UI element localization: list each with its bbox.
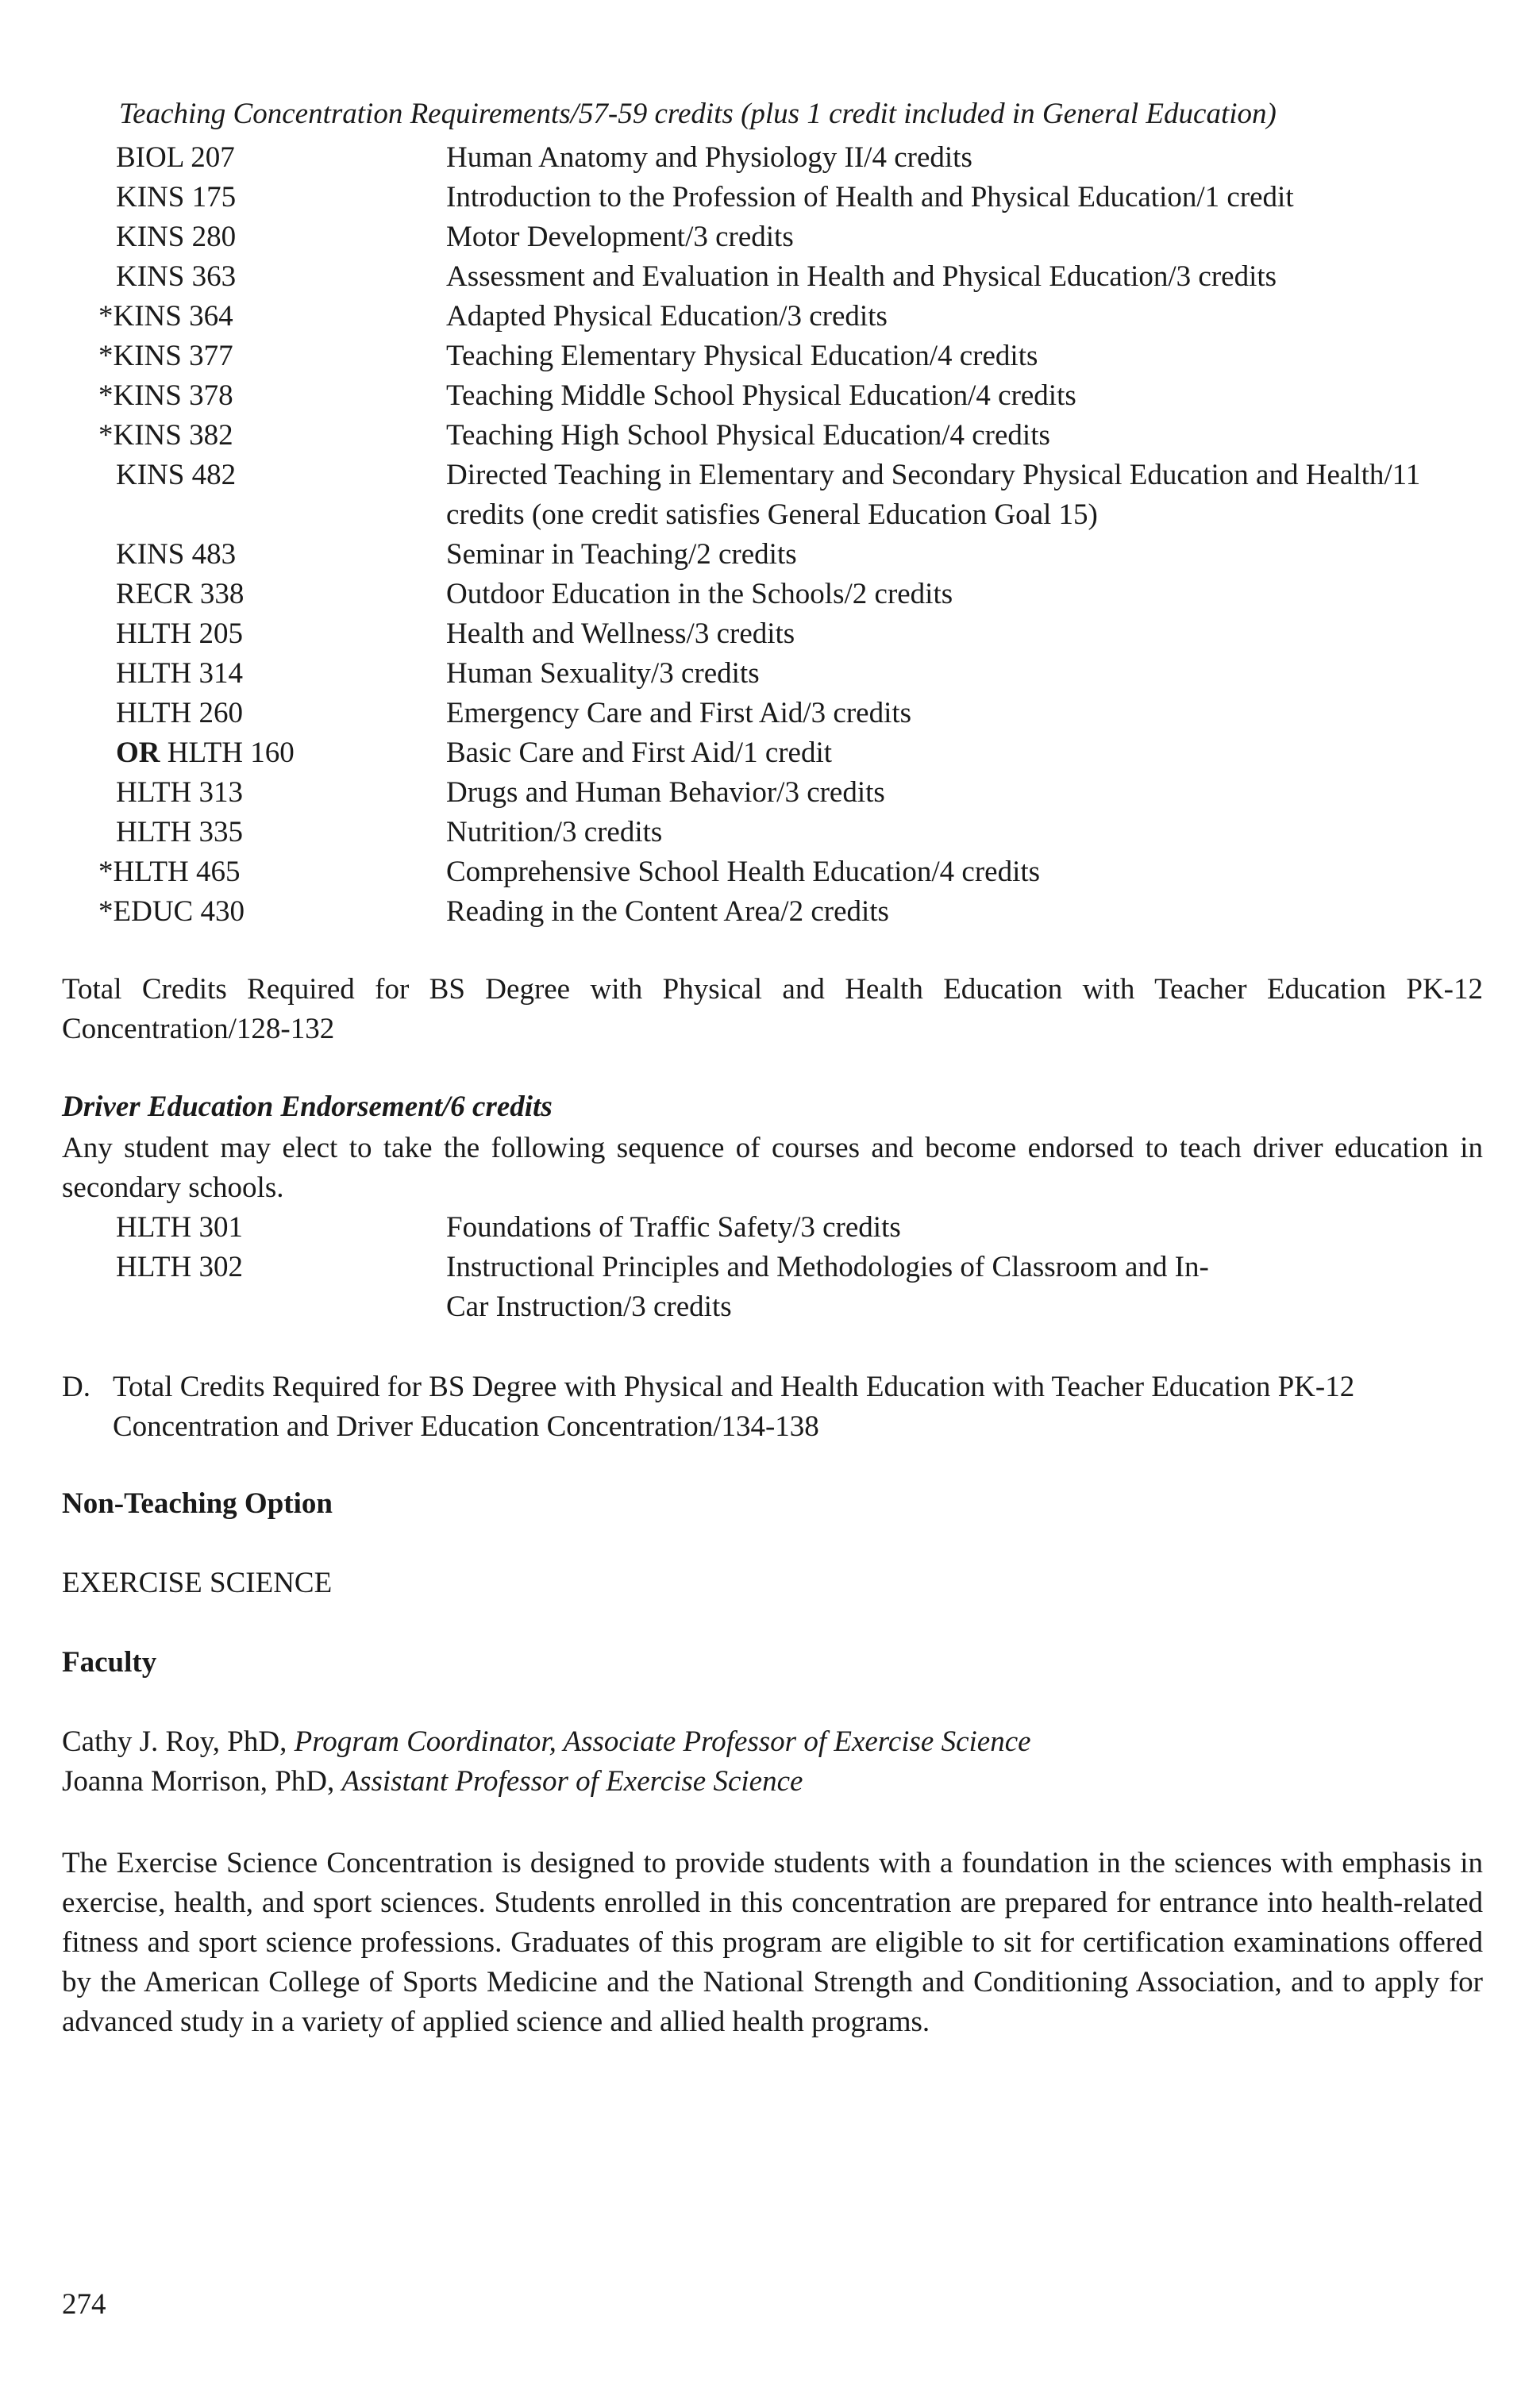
course-row [0,297,1525,337]
driver-education-intro: Any student may elect to take the following sequence of courses and become endorsed to teach driver education in secondary schools. [62,1132,1483,1204]
driver-total-text: Total Credits Required for BS Degree with Physical and Health Education with Teacher Education PK-12 Concentration and Driver Education Concentration/134-138 [113,1371,1355,1443]
course-row [0,575,1525,614]
course-description: Teaching Middle School Physical Education/4 credits [446,379,1076,412]
course-description: Seminar in Teaching/2 credits [446,538,797,571]
course-description: Emergency Care and First Aid/3 credits [446,697,912,729]
course-code: HLTH 301 [116,1211,243,1244]
course-description: Teaching High School Physical Education/4 credits [446,419,1050,452]
course-row [0,1208,1525,1248]
course-row [0,733,1525,773]
teaching-total-credits: Total Credits Required for BS Degree with Physical and Health Education with Teacher Education PK-12 Concentration/128-132 [62,973,1483,1045]
course-row [0,416,1525,456]
course-code: HLTH 205 [116,617,243,650]
course-description: Assessment and Evaluation in Health and Physical Education/3 credits [446,260,1277,293]
course-description: Motor Development/3 credits [446,221,794,253]
course-row [0,337,1525,376]
course-code: BIOL 207 [116,141,235,174]
course-description: Human Sexuality/3 credits [446,657,760,690]
course-description: Outdoor Education in the Schools/2 credits [446,578,953,610]
course-code: KINS 175 [116,181,237,213]
list-marker: D. [62,1371,90,1403]
course-code: HLTH 302 [116,1251,243,1283]
course-code: *KINS 378 [98,379,233,412]
course-description: Instructional Principles and Methodologies of Classroom and In-Car Instruction/3 credits [446,1251,1209,1323]
course-code: *KINS 364 [98,300,233,333]
course-description: Teaching Elementary Physical Education/4 credits [446,340,1038,372]
faculty-name: Joanna Morrison, PhD, [62,1765,335,1798]
course-description: Basic Care and First Aid/1 credit [446,737,833,769]
course-code: HLTH 335 [116,816,243,848]
course-code: KINS 483 [116,538,237,571]
faculty-title: Assistant Professor of Exercise Science [341,1765,803,1798]
course-code: HLTH 260 [116,697,243,729]
course-description: Comprehensive School Health Education/4 credits [446,856,1041,888]
teaching-course-table [0,138,1525,932]
driver-education-heading: Driver Education Endorsement/6 credits [62,1091,553,1123]
course-row [0,1248,1525,1327]
exercise-science-description: The Exercise Science Concentration is designed to provide students with a foundation in the sciences with emphasis in exercise, health, and sport sciences. Students enrolled in this concentration are prepared for entrance into health-related fitness and sport science professions. Graduates of this program are eligible to sit for certification examinations offered by the American College of Sports Medicine and the National Strength and Conditioning Association, and to apply for advanced study in a variety of applied science and allied health programs. [62,1847,1483,2038]
course-description: Reading in the Content Area/2 credits [446,895,889,928]
course-code: *HLTH 465 [98,856,241,888]
program-heading: EXERCISE SCIENCE [62,1567,333,1599]
course-row [0,178,1525,217]
course-row [0,217,1525,257]
course-row [0,257,1525,297]
course-row [0,535,1525,575]
course-description: Nutrition/3 credits [446,816,663,848]
non-teaching-heading: Non-Teaching Option [62,1487,333,1520]
or-label: OR [116,737,160,769]
course-code: *KINS 382 [98,419,233,452]
course-row [0,813,1525,852]
course-code: *EDUC 430 [98,895,245,928]
course-row [0,892,1525,932]
course-code: KINS 482 [116,459,237,491]
course-code: HLTH 160 [167,737,295,769]
course-row [0,654,1525,694]
course-row [0,138,1525,178]
course-row [0,456,1525,535]
course-row [0,773,1525,813]
faculty-member [62,1725,1031,1759]
course-row [0,376,1525,416]
course-description: Drugs and Human Behavior/3 credits [446,776,885,809]
course-code-or [0,733,446,773]
course-description: Adapted Physical Education/3 credits [446,300,888,333]
faculty-heading: Faculty [62,1646,157,1679]
course-code: *KINS 377 [98,340,233,372]
course-row [0,852,1525,892]
course-description: Human Anatomy and Physiology II/4 credits [446,141,972,174]
course-code: KINS 363 [116,260,237,293]
page-number: 274 [62,2288,106,2321]
faculty-name: Cathy J. Roy, PhD, [62,1725,287,1758]
course-description: Directed Teaching in Elementary and Secondary Physical Education and Health/11 credits (one credit satisfies General Education Goal 15) [446,459,1421,531]
teaching-concentration-heading: Teaching Concentration Requirements/57-59 credits (plus 1 credit included in General Education) [119,98,1277,130]
course-code: HLTH 314 [116,657,243,690]
faculty-title: Program Coordinator, Associate Professor of Exercise Science [294,1725,1031,1758]
course-code: RECR 338 [116,578,245,610]
course-description: Foundations of Traffic Safety/3 credits [446,1211,901,1244]
course-row [0,614,1525,654]
course-code: KINS 280 [116,221,237,253]
course-description: Health and Wellness/3 credits [446,617,795,650]
course-code: HLTH 313 [116,776,243,809]
driver-total-credits [62,1367,1483,1447]
course-description: Introduction to the Profession of Health and Physical Education/1 credit [446,181,1294,213]
course-row [0,694,1525,733]
driver-course-table [0,1208,1525,1327]
faculty-member [62,1764,803,1798]
